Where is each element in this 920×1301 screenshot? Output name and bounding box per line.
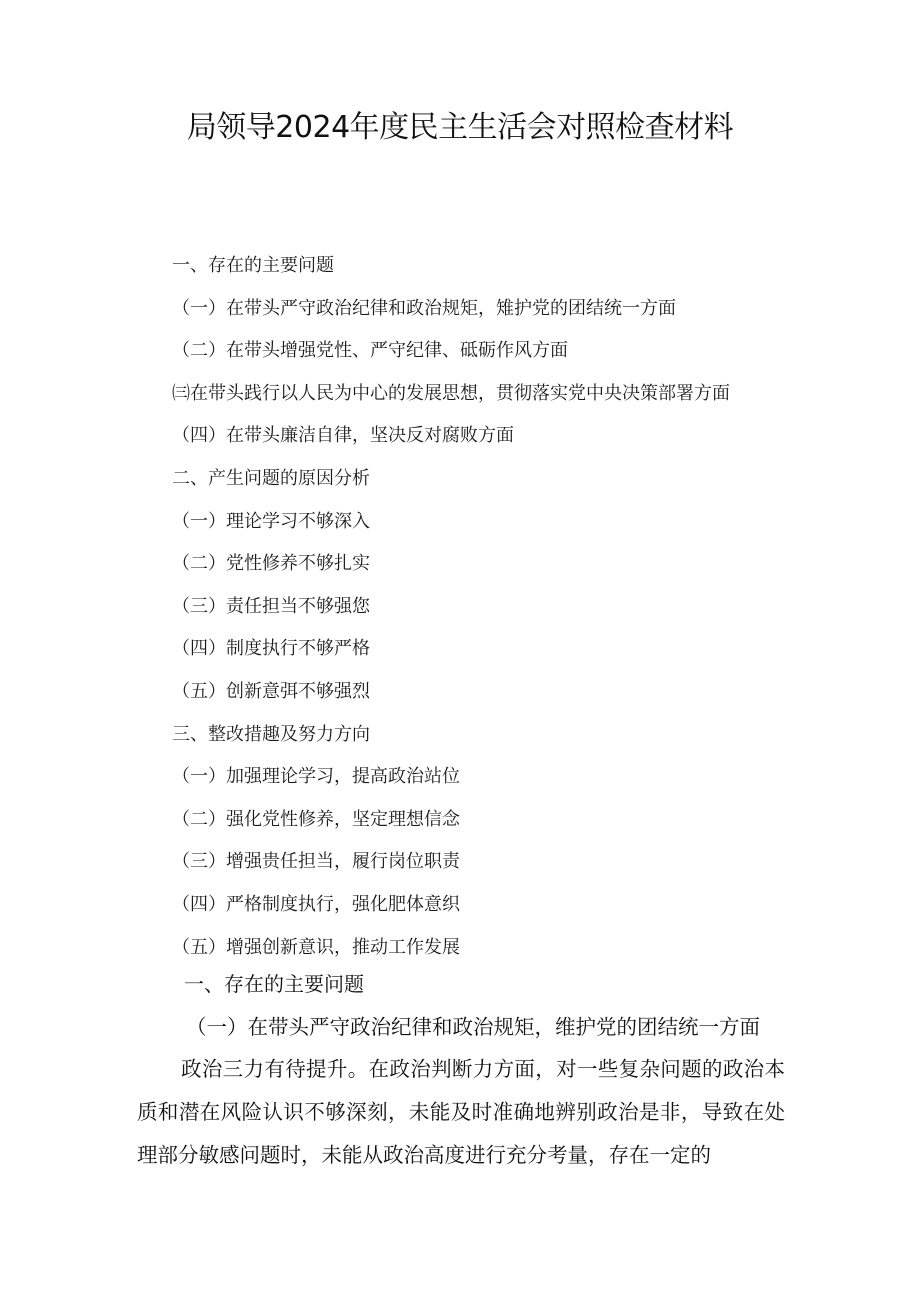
table-of-contents xyxy=(172,245,872,969)
toc-item: 二、产生问题的原因分析 xyxy=(172,467,370,489)
toc-item: （四）在带头廉洁自律，坚决反对腐败方面 xyxy=(172,425,514,447)
toc-item: （二）强化党性修养，坚定理想信念 xyxy=(172,808,460,830)
toc-item: （一）理论学习不够深入 xyxy=(172,510,370,532)
toc-item: 一、存在的主要问题 xyxy=(172,255,334,276)
document-title: 局领导2024年度民主生活会对照检查材料 xyxy=(186,110,734,145)
toc-item: （四）制度执行不够严格 xyxy=(172,638,370,660)
toc-item: 三、整改措趣及努力方向 xyxy=(172,723,370,745)
section-heading: 一、存在的主要问题 xyxy=(184,972,364,996)
toc-item: ㈢在带头践行以人民为中心的发展思想，贯彻落实党中央决策部署方面 xyxy=(172,382,730,404)
toc-item: （一）在带头严守政治纪律和政治规矩，雉护党的团结统一方面 xyxy=(172,297,676,319)
subsection-heading: （一）在带头严守政治纪律和政治规矩，维护党的团结统一方面 xyxy=(186,1015,760,1039)
toc-item: （五）增强创新意识，推动工作发展 xyxy=(172,936,460,958)
toc-item: （三）责任担当不够强您 xyxy=(172,595,370,617)
toc-item: （三）增强贵任担当，履行岗位职责 xyxy=(172,851,460,873)
toc-item: （四）严格制度执行，强化肥体意织 xyxy=(172,893,460,915)
toc-item: （二）在带头增强党性、严守纪律、砥砺作风方面 xyxy=(172,340,568,362)
toc-item: （二）党性修养不够扎实 xyxy=(172,553,370,575)
body-paragraph: 政治三力有待提升。在政治判断力方面，对一些复杂问题的政治本质和潜在风险认识不够深刻，未能及时准确地辨别政治是非，导致在处理部分敏感问题时，未能从政治高度进行充分考量，存在一定的 xyxy=(137,1057,785,1167)
toc-item: （五）创新意弭不够强烈 xyxy=(172,680,370,702)
toc-item: （一）加强理论学习，提高政治站位 xyxy=(172,766,460,788)
